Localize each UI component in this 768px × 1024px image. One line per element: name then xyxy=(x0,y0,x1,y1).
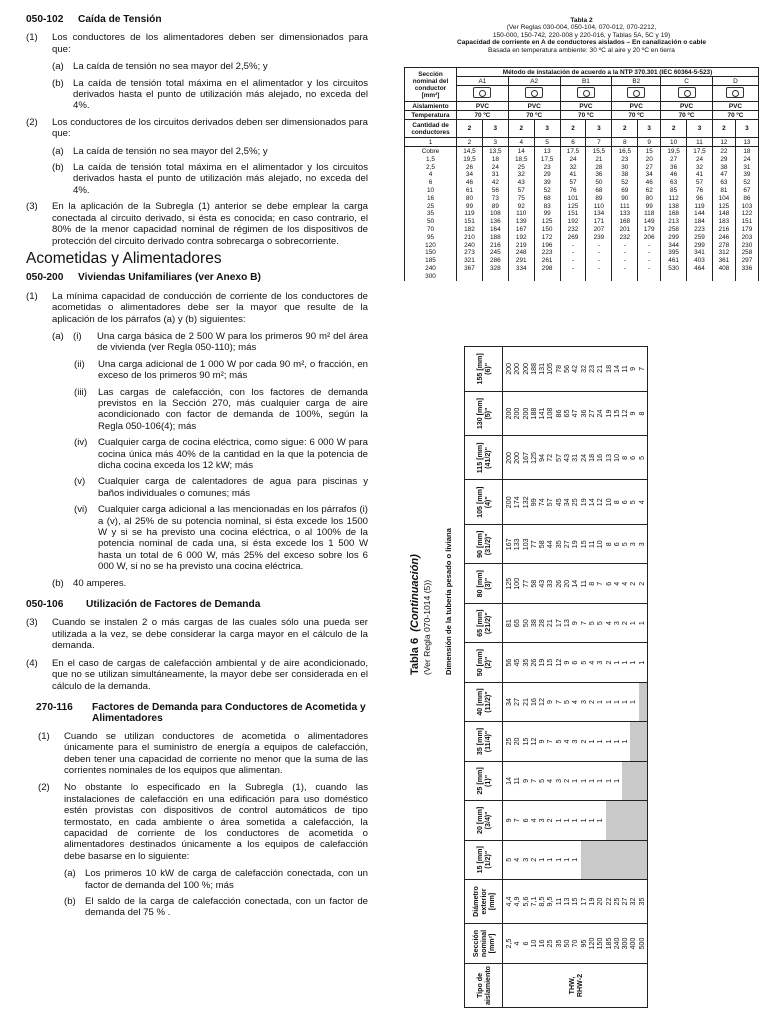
size-header xyxy=(465,391,503,436)
size-header xyxy=(465,525,503,564)
header-tipo: Tipo de aislamiento xyxy=(465,964,503,1008)
header-seccion: Sección nominal del conductor [mm²] xyxy=(405,68,457,102)
temperatura-cell: 70 ºC xyxy=(560,111,612,120)
row-label: Cantidad de conductores xyxy=(405,120,457,138)
table-caption: Capacidad de corriente en A de conductores aislados – En canalización o cable xyxy=(456,39,707,47)
capacity-values: 56 45 35 26 19 15 12 9 6 5 4 3 2 1 1 1 1 xyxy=(505,658,646,667)
code-text-column xyxy=(26,14,368,924)
sub-paragraph: (a) Los primeros 10 kW de carga de calefacción conectada, con un factor de demanda del 100 %; más xyxy=(64,868,368,891)
capacity-values: 81 65 50 38 28 21 17 13 9 7 5 5 4 3 2 1 1 xyxy=(505,619,646,628)
ampacity-column: 22 29 38 47 63 81 104 125 148 183 216 246 278 312 361 408 xyxy=(712,147,735,281)
sub-paragraph: (b) El saldo de la carga de calefacción conectada, con un factor de demanda del 75 % . xyxy=(64,896,368,919)
method-icon-cell xyxy=(661,86,713,102)
aislamiento-cell: PVC xyxy=(457,102,509,111)
method-header: B1 xyxy=(560,77,612,86)
column-number: 8 xyxy=(612,138,638,147)
seccion-column: Cobre 1,5 2,5 4 6 10 16 25 35 50 70 95 120 150 185 240 300 xyxy=(405,147,457,281)
size-header xyxy=(465,722,503,761)
paragraph: (3) Cuando se instalen 2 o más cargas de las cuales sólo una pueda ser utilizada a la vez, se debe considerar la carga mayor en el cálculo de la demanda. xyxy=(26,617,368,652)
aislamiento-row xyxy=(405,102,759,111)
size-header xyxy=(465,564,503,603)
capacity-values: 5 4 3 2 1 1 1 1 1 xyxy=(505,857,580,862)
sub-paragraph: (b) 40 amperes. xyxy=(52,577,127,589)
capacity-column xyxy=(503,564,648,603)
size-in: (4)" xyxy=(483,496,492,509)
sub-paragraph: (b) La caída de tensión total máxima en el alimentador y los circuitos derivados hasta el punto de utilización más alejado, no exceda del 4%. xyxy=(52,162,368,196)
ampacity-column: 14 18,5 25 32 43 57 75 92 110 139 167 192 219 248 291 334 xyxy=(508,147,534,281)
seccion-column: 2,5 4 6 10 16 25 35 50 70 95 120 150 185 240 300 400 500 xyxy=(503,924,648,964)
size-in: (31/2)" xyxy=(483,533,492,556)
paragraph: (1) Los conductores de los alimentadores deben ser dimensionados para que: xyxy=(26,32,368,55)
method-icon-cell xyxy=(457,86,509,102)
ampacity-column: 18 24 31 39 52 67 86 103 122 151 179 203 230 258 297 336 xyxy=(735,147,758,281)
header-diametro: Diámetro exterior [mm] xyxy=(465,880,503,924)
table-reference: (Ver Reglas 030-004, 050-104, 070-012, 070-2212, xyxy=(506,24,657,32)
size-header xyxy=(465,480,503,525)
table-title: Tabla 2 xyxy=(570,17,593,24)
size-in: (3/4)" xyxy=(483,811,492,830)
aislamiento-cell: PVC xyxy=(612,102,661,111)
capacity-values: 34 27 21 16 12 9 7 5 4 3 2 1 1 1 1 1 xyxy=(505,698,638,706)
size-mm: 25 [mm] xyxy=(475,767,484,795)
method-icon-cell xyxy=(712,86,758,102)
size-in: (6)" xyxy=(483,362,492,375)
size-in: (21/2)" xyxy=(483,612,492,635)
header-row xyxy=(465,347,503,1008)
capacity-column xyxy=(503,603,648,642)
capacity-values: 200 200 167 125 94 72 57 43 31 24 18 16 13 10 8 6 5 xyxy=(505,451,646,464)
sub-paragraph: (b) La caída de tensión total máxima en el alimentador y los circuitos derivados hasta el punto de utilización más alejado, no exceda del 4%. xyxy=(52,77,368,112)
size-mm: 155 [mm] xyxy=(475,353,484,385)
cantidad-cell: 2 xyxy=(612,120,638,138)
size-mm: 50 [mm] xyxy=(475,649,484,677)
size-mm: 90 [mm] xyxy=(475,530,484,558)
capacity-values: 200 174 132 99 74 57 45 34 25 19 14 12 10 8 6 5 4 xyxy=(505,496,646,509)
capacity-values: 14 11 9 7 5 4 3 2 1 1 1 1 1 1 xyxy=(505,776,621,785)
diametro-column: 4,4 4,9 5,6 7,1 8,5 9,5 11 13 15 17 19 20 22 25 27 32 35 xyxy=(503,880,648,924)
sub-paragraph: (a) La caída de tensión no sea mayor del 2,5%; y xyxy=(52,61,268,73)
column-number-row xyxy=(405,138,759,147)
empty-cell-shading xyxy=(581,841,647,879)
size-mm: 20 [mm] xyxy=(475,806,484,834)
column-number: 12 xyxy=(712,138,735,147)
section-heading-270-116: 270-116 Factores de Demanda para Conductores de Acometida y Alimentadores xyxy=(36,701,366,725)
size-in: (5)" xyxy=(483,407,492,420)
installation-method-icon xyxy=(726,87,744,98)
size-header xyxy=(465,840,503,879)
method-header: A1 xyxy=(457,77,509,86)
capacity-values: 25 20 15 12 9 7 5 4 3 2 1 1 1 1 1 xyxy=(505,737,630,746)
size-mm: 130 [mm] xyxy=(475,397,484,430)
sub-paragraph: (a) La caída de tensión no sea mayor del 2,5%; y xyxy=(52,145,268,157)
capacity-column xyxy=(503,347,648,392)
ampacity-column: 15,5 21 28 36 50 68 89 110 134 171 207 239 - - - - xyxy=(586,147,612,281)
size-mm: 40 [mm] xyxy=(475,688,484,716)
cantidad-cell: 3 xyxy=(534,120,560,138)
column-number: 6 xyxy=(560,138,586,147)
cantidad-cell: 2 xyxy=(712,120,735,138)
paragraph: (1) Cuando se utilizan conductores de acometida o alimentadores únicamente para el suministro de energía a equipos de calefacción, deben tener una capacidad de corriente no menor que la suma de las corrientes nominales de los equipos que alimentan. xyxy=(38,730,368,776)
method-header: B2 xyxy=(612,77,661,86)
paragraph: (4) En el caso de cargas de calefacción ambiental y de aire acondicionado, que no se utilizan simultáneamente, la mayor debe ser considerada en el cálculo de la demanda. xyxy=(26,657,368,692)
method-icons-row xyxy=(405,86,759,102)
ampacity-column: 17,5 24 32 41 57 76 96 119 144 184 223 259 299 341 403 464 xyxy=(687,147,713,281)
cantidad-cell: 2 xyxy=(661,120,687,138)
paragraph: (1) La mínima capacidad de conducción de corriente de los conductores de acometidas o alimentadores debe ser la mayor que resulte de la aplicación de los párrafos (a) y (b) siguientes: xyxy=(26,290,368,325)
section-heading-050-102: 050-102 Caída de Tensión xyxy=(26,14,162,25)
column-number: 3 xyxy=(482,138,508,147)
section-heading-050-200: 050-200 Viviendas Unifamiliares (ver Anexo B) xyxy=(26,272,261,284)
section-heading-050-106: 050-106 Utilización de Factores de Demanda xyxy=(26,599,261,611)
cantidad-cell: 3 xyxy=(482,120,508,138)
size-in: (2)" xyxy=(483,656,492,669)
cantidad-cell: 3 xyxy=(586,120,612,138)
size-header xyxy=(465,682,503,721)
installation-method-icon xyxy=(678,87,696,98)
size-header xyxy=(465,436,503,480)
capacity-column xyxy=(503,761,648,800)
tipo-cell: THW, RHW-2 xyxy=(503,964,648,1008)
tabla-6-grid xyxy=(464,346,648,1008)
paragraph: (3) En la aplicación de la Subregla (1) anterior se debe emplear la carga conectada al circuito derivado, si ésta es conocida; en caso contrario, el 80% de la menor capacidad nominal de régimen de los dispositivos de protección del circuito derivado contra sobrecarga o sobrecorriente. xyxy=(26,201,368,247)
capacity-column xyxy=(503,801,648,840)
capacity-values: 125 100 77 58 43 33 26 20 14 11 8 7 6 4 4 2 2 xyxy=(505,577,646,590)
installation-method-icon xyxy=(473,87,491,98)
size-header xyxy=(465,801,503,840)
paragraph: (2) Los conductores de los circuitos derivados deben ser dimensionados para que: xyxy=(26,116,368,140)
empty-cell-shading xyxy=(639,683,647,721)
ampacity-column: 15 20 27 34 46 62 80 99 118 149 179 206 - - - - xyxy=(638,147,661,281)
tabla-2 xyxy=(404,67,759,281)
cantidad-cell: 3 xyxy=(735,120,758,138)
table-reference: 150-000, 150-742, 220-008 y 220-016, y Tablas 5A, 5C y 19) xyxy=(492,31,671,39)
temperatura-cell: 70 ºC xyxy=(612,111,661,120)
section-title: Acometidas y Alimentadores xyxy=(26,249,222,267)
sub-paragraph: (a) (i) Una carga básica de 2 500 W para los primeros 90 m² del área de vivienda (ver Regla 050-110); más xyxy=(52,330,368,354)
size-in: (11/4)" xyxy=(483,730,492,753)
list-item: (v) Cualquier carga de calentadores de agua para piscinas y baños individuales o comunes; más xyxy=(74,476,368,499)
ampacity-column: 13,5 18 24 31 42 56 73 89 108 136 164 188 216 245 286 328 xyxy=(482,147,508,281)
table-dimension-header: Dimensión de la tubería pesado o liviana xyxy=(444,528,453,675)
list-item: (vi) Cualquier carga adicional a las mencionadas en los párrafos (i) a (v), al 25% de su potencia nominal, si ésta excede los 1500 W y si se ha previsto una cocina eléctrica, o al 100% de la potencia nominal de cada una, si ésta excede los 1 500 W hasta un total de 6 000 W, más 25% del exceso sobre los 6 000 W, si no se ha previsto una cocina eléctrica. xyxy=(74,504,368,573)
data-row xyxy=(503,347,648,1008)
cantidad-cell: 3 xyxy=(638,120,661,138)
method-icon-cell xyxy=(508,86,560,102)
aislamiento-cell: PVC xyxy=(508,102,560,111)
capacity-column xyxy=(503,722,648,761)
column-number: 9 xyxy=(638,138,661,147)
column-number: 11 xyxy=(687,138,713,147)
size-mm: 15 [mm] xyxy=(475,846,484,874)
ampacity-column: 14,5 19,5 26 34 46 61 80 99 119 151 182 210 240 273 321 367 xyxy=(457,147,483,281)
tabla-6 xyxy=(404,346,759,1008)
temperatura-cell: 70 ºC xyxy=(457,111,509,120)
capacity-column xyxy=(503,682,648,721)
cantidad-row xyxy=(405,120,759,138)
size-mm: 35 [mm] xyxy=(475,727,484,756)
aislamiento-cell: PVC xyxy=(560,102,612,111)
capacity-values: 200 200 200 188 131 105 78 56 42 32 23 21 18 14 11 9 7 xyxy=(505,362,646,375)
table-title: Tabla 6 (Continuación) xyxy=(409,554,421,675)
temperatura-cell: 70 ºC xyxy=(508,111,560,120)
method-header: A2 xyxy=(508,77,560,86)
size-header xyxy=(465,643,503,682)
method-header: C xyxy=(661,77,713,86)
method-icon-cell xyxy=(560,86,612,102)
aislamiento-cell: PVC xyxy=(712,102,758,111)
method-header: D xyxy=(712,77,758,86)
size-header xyxy=(465,603,503,642)
header-metodo: Método de instalación de acuerdo a la NTP 370.301 (IEC 60364-5-523) xyxy=(457,68,759,77)
list-item: (iv) Cualquier carga de cocina eléctrica, como sigue: 6 000 W para cocina única más 40% de la cantidad en la que la potencia de dicha cocina exceda los 12 kW; más xyxy=(74,437,368,471)
column-number: 5 xyxy=(534,138,560,147)
empty-cell-shading xyxy=(630,722,647,760)
tabla-6-rotated xyxy=(404,346,759,1008)
table-reference: (Ver Regla 070-1014 (5)) xyxy=(422,579,432,675)
capacity-column xyxy=(503,391,648,436)
temperatura-row xyxy=(405,111,759,120)
column-number: 13 xyxy=(735,138,758,147)
size-in: (1)" xyxy=(483,774,492,787)
row-label: Aislamiento xyxy=(405,102,457,111)
size-header xyxy=(465,761,503,800)
paragraph: (2) No obstante lo especificado en la Subregla (1), cuando las instalaciones de calefacción en una edificación para uso doméstico estén provistas con dispositivos de control automáticos de tipo termostato, en cada ambiente o área sometida a calefacción, la capacidad de corriente de los conductores de acometida o alimentadores destinados únicamente a los equipos de calefacción debe basarse en lo siguiente: xyxy=(38,782,368,862)
list-item: (ii) Una carga adicional de 1 000 W por cada 90 m², o fracción, en exceso de los primeros 90 m²; más xyxy=(74,358,368,382)
cantidad-cell: 3 xyxy=(687,120,713,138)
size-in: (41/2)" xyxy=(483,446,492,469)
aislamiento-cell: PVC xyxy=(661,102,713,111)
ampacity-column: 13 17,5 23 29 39 52 68 83 99 125 150 172 196 223 261 298 xyxy=(534,147,560,281)
temperatura-cell: 70 ºC xyxy=(712,111,758,120)
capacity-column xyxy=(503,436,648,480)
capacity-values: 167 133 103 77 58 44 35 27 19 15 11 10 8 6 5 3 3 xyxy=(505,538,646,551)
capacity-values: 200 200 200 188 141 108 86 65 47 36 27 24 19 15 12 9 8 xyxy=(505,407,646,420)
table-basis: Basada en temperatura ambiente: 30 ºC al aire y 20 ºC en tierra xyxy=(488,46,675,54)
ampacity-column: 17,5 24 32 41 57 76 101 125 151 192 232 269 - - - - xyxy=(560,147,586,281)
ampacity-column: 19,5 27 36 46 63 85 112 138 168 213 258 299 344 395 461 530 xyxy=(661,147,687,281)
column-number: 2 xyxy=(457,138,483,147)
capacity-values: 9 7 6 4 3 2 1 1 1 1 1 1 xyxy=(505,818,605,823)
installation-method-icon xyxy=(627,87,645,98)
installation-method-icon xyxy=(525,87,543,98)
empty-cell-shading xyxy=(622,762,647,800)
data-row xyxy=(405,147,759,281)
method-icon-cell xyxy=(612,86,661,102)
method-row xyxy=(405,77,759,86)
column-number: 1 xyxy=(405,138,457,147)
column-number: 10 xyxy=(661,138,687,147)
cantidad-cell: 2 xyxy=(508,120,534,138)
capacity-column xyxy=(503,480,648,525)
capacity-column xyxy=(503,525,648,564)
ampacity-column: 16,5 23 30 38 52 69 90 111 133 168 201 232 - - - - xyxy=(612,147,638,281)
empty-cell-shading xyxy=(606,801,648,839)
row-label: Temperatura xyxy=(405,111,457,120)
size-mm: 80 [mm] xyxy=(475,570,484,598)
size-in: (3)" xyxy=(483,577,492,590)
cantidad-cell: 2 xyxy=(457,120,483,138)
column-number: 7 xyxy=(586,138,612,147)
size-in: (11/2)" xyxy=(483,691,492,713)
tabla-2-caption xyxy=(404,17,759,54)
size-mm: 105 [mm] xyxy=(475,486,484,518)
cantidad-cell: 2 xyxy=(560,120,586,138)
installation-method-icon xyxy=(577,87,595,98)
temperatura-cell: 70 ºC xyxy=(661,111,713,120)
size-in: (1/2)" xyxy=(483,850,492,869)
header-seccion: Sección nominal [mm²] xyxy=(465,924,503,964)
capacity-column xyxy=(503,840,648,879)
size-mm: 65 [mm] xyxy=(475,609,484,637)
column-number: 4 xyxy=(508,138,534,147)
list-item: (iii) Las cargas de calefacción, con los factores de demanda previstos en la Sección 270, más cualquier carga de aire acondicionado con factor de demanda de 100%, según la Regla 050-106(4); más xyxy=(74,386,368,432)
size-header xyxy=(465,347,503,392)
capacity-column xyxy=(503,643,648,682)
size-mm: 115 [mm] xyxy=(475,442,484,474)
